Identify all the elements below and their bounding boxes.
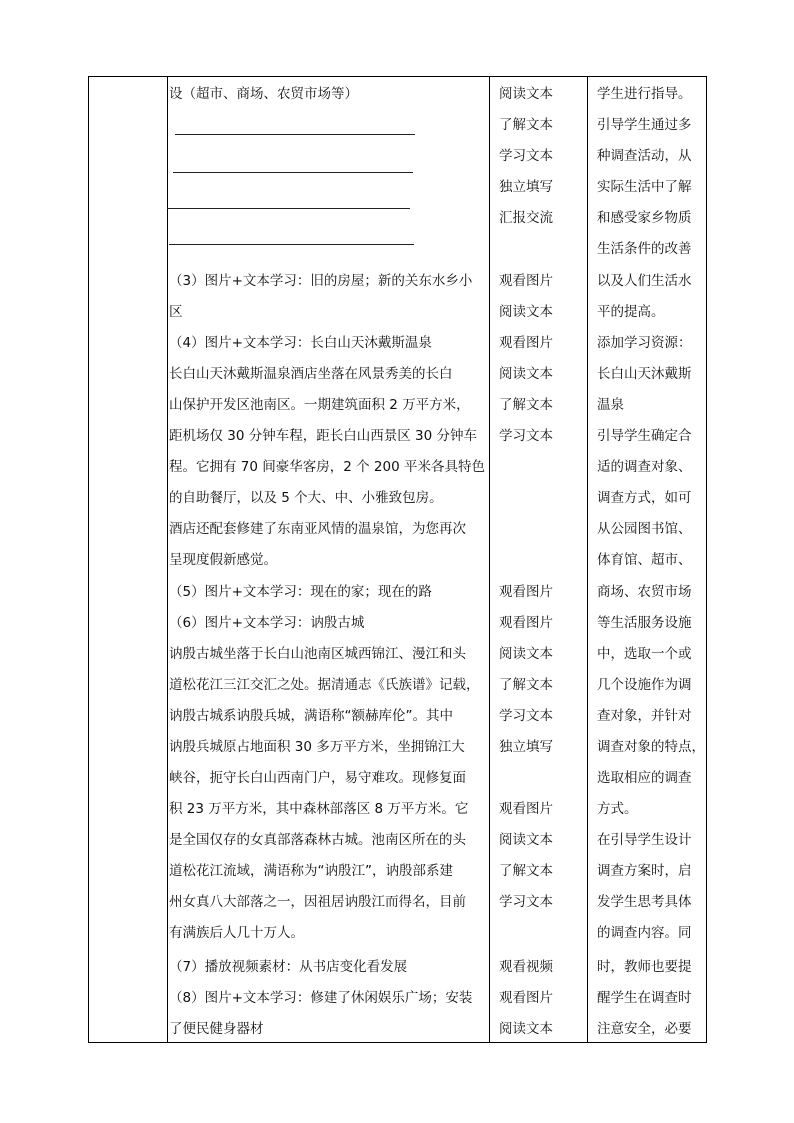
- activity-line: 观看图片: [499, 801, 553, 817]
- fill-in-blank: [175, 134, 415, 135]
- fill-in-blank: [167, 208, 410, 209]
- column-divider: [587, 77, 588, 1042]
- content-line: 讷殷兵城原占地面积 30 多万平方米，坐拥锦江大: [169, 739, 465, 755]
- guidance-line: 调查方案时，启: [597, 863, 692, 879]
- activity-line: 独立填写: [499, 179, 553, 195]
- content-line: （6）图片+文本学习：讷殷古城: [169, 615, 365, 631]
- fill-in-blank: [169, 244, 414, 245]
- activity-line: 了解文本: [499, 117, 553, 133]
- guidance-line: 平的提高。: [597, 304, 665, 320]
- activity-line: 阅读文本: [499, 832, 553, 848]
- guidance-line: 醒学生在调查时: [597, 990, 692, 1006]
- guidance-line: 体育馆、超市、: [597, 552, 692, 568]
- activity-line: 观看图片: [499, 584, 553, 600]
- column-divider: [489, 77, 490, 1042]
- guidance-line: 适的调查对象、: [597, 459, 692, 475]
- guidance-line: 以及人们生活水: [597, 273, 692, 289]
- guidance-line: 长白山天沐戴斯: [597, 366, 692, 382]
- activity-line: 阅读文本: [499, 304, 553, 320]
- guidance-line: 的调查内容。同: [597, 925, 692, 941]
- content-line: 峡谷，扼守长白山西南门户，易守难攻。现修复面: [169, 770, 466, 786]
- guidance-line: 几个设施作为调: [597, 677, 692, 693]
- content-line: （8）图片+文本学习：修建了休闲娱乐广场；安装: [169, 990, 473, 1006]
- activity-line: 观看图片: [499, 335, 553, 351]
- fill-in-blank: [173, 172, 413, 173]
- content-line: （4）图片+文本学习：长白山天沐戴斯温泉: [169, 335, 432, 351]
- activity-line: 学习文本: [499, 894, 553, 910]
- content-line: 有满族后人几十万人。: [169, 925, 304, 941]
- guidance-line: 方式。: [597, 801, 638, 817]
- content-line: 设（超市、商场、农贸市场等）: [169, 86, 358, 102]
- guidance-line: 调查方式，如可: [597, 490, 692, 506]
- guidance-line: 注意安全，必要: [597, 1021, 692, 1037]
- guidance-line: 查对象，并针对: [597, 708, 692, 724]
- activity-line: 独立填写: [499, 739, 553, 755]
- content-line: 山保护开发区池南区。一期建筑面积 2 万平方米，: [169, 397, 470, 413]
- activity-line: 观看视频: [499, 959, 553, 975]
- guidance-line: 引导学生通过多: [597, 117, 692, 133]
- guidance-line: 种调查活动，从: [597, 148, 692, 164]
- guidance-line: 学生进行指导。: [597, 86, 692, 102]
- content-line: 道松花江流域，满语称为“讷殷江”，讷殷部系建: [169, 863, 453, 879]
- content-line: 距机场仅 30 分钟车程，距长白山西景区 30 分钟车: [169, 428, 478, 444]
- content-line: 讷殷古城坐落于长白山池南区城西锦江、漫江和头: [169, 646, 466, 662]
- guidance-line: 和感受家乡物质: [597, 210, 692, 226]
- content-line: 程。它拥有 70 间豪华客房，2 个 200 平米各具特色: [169, 459, 485, 475]
- guidance-line: 生活条件的改善: [597, 241, 692, 257]
- guidance-line: 从公园图书馆、: [597, 521, 692, 537]
- activity-line: 了解文本: [499, 677, 553, 693]
- content-line: （5）图片+文本学习：现在的家；现在的路: [169, 584, 432, 600]
- guidance-line: 选取相应的调查: [597, 770, 692, 786]
- guidance-line: 引导学生确定合: [597, 428, 692, 444]
- guidance-line: 添加学习资源：: [597, 335, 692, 351]
- activity-line: 阅读文本: [499, 1021, 553, 1037]
- activity-line: 阅读文本: [499, 366, 553, 382]
- guidance-line: 温泉: [597, 397, 624, 413]
- content-line: 讷殷古城系讷殷兵城，满语称“额赫库伦”。其中: [169, 708, 453, 724]
- content-line: 酒店还配套修建了东南亚风情的温泉馆，为您再次: [169, 521, 466, 537]
- content-line: （7）播放视频素材：从书店变化看发展: [169, 959, 408, 975]
- guidance-line: 实际生活中了解: [597, 179, 692, 195]
- guidance-line: 商场、农贸市场: [597, 584, 692, 600]
- activity-line: 观看图片: [499, 615, 553, 631]
- content-line: 呈现度假新感觉。: [169, 552, 277, 568]
- guidance-line: 时，教师也要提: [597, 959, 692, 975]
- activity-line: 学习文本: [499, 428, 553, 444]
- activity-line: 阅读文本: [499, 646, 553, 662]
- guidance-line: 中，选取一个或: [597, 646, 692, 662]
- activity-line: 观看图片: [499, 990, 553, 1006]
- activity-line: 学习文本: [499, 148, 553, 164]
- activity-line: 了解文本: [499, 397, 553, 413]
- content-line: 积 23 万平方米，其中森林部落区 8 万平方米。它: [169, 801, 469, 817]
- activity-line: 学习文本: [499, 708, 553, 724]
- guidance-line: 发学生思考具体: [597, 894, 692, 910]
- column-divider: [167, 77, 168, 1042]
- content-line: 州女真八大部落之一，因祖居讷殷江而得名，目前: [169, 894, 466, 910]
- lesson-plan-table: [88, 76, 707, 1043]
- content-line: 的自助餐厅，以及 5 个大、中、小雅致包房。: [169, 490, 443, 506]
- activity-line: 汇报交流: [499, 210, 553, 226]
- content-line: 区: [169, 304, 183, 320]
- guidance-line: 等生活服务设施: [597, 615, 692, 631]
- guidance-line: 调查对象的特点，: [597, 739, 705, 755]
- content-line: （3）图片+文本学习：旧的房屋；新的关东水乡小: [169, 273, 473, 289]
- guidance-line: 在引导学生设计: [597, 832, 692, 848]
- content-line: 了便民健身器材: [169, 1021, 264, 1037]
- activity-line: 观看图片: [499, 273, 553, 289]
- content-line: 是全国仅存的女真部落森林古城。池南区所在的头: [169, 832, 466, 848]
- content-line: 长白山天沐戴斯温泉酒店坐落在风景秀美的长白: [169, 366, 453, 382]
- activity-line: 了解文本: [499, 863, 553, 879]
- activity-line: 阅读文本: [499, 86, 553, 102]
- content-line: 道松花江三江交汇之处。据清通志《氏族谱》记载，: [169, 677, 480, 693]
